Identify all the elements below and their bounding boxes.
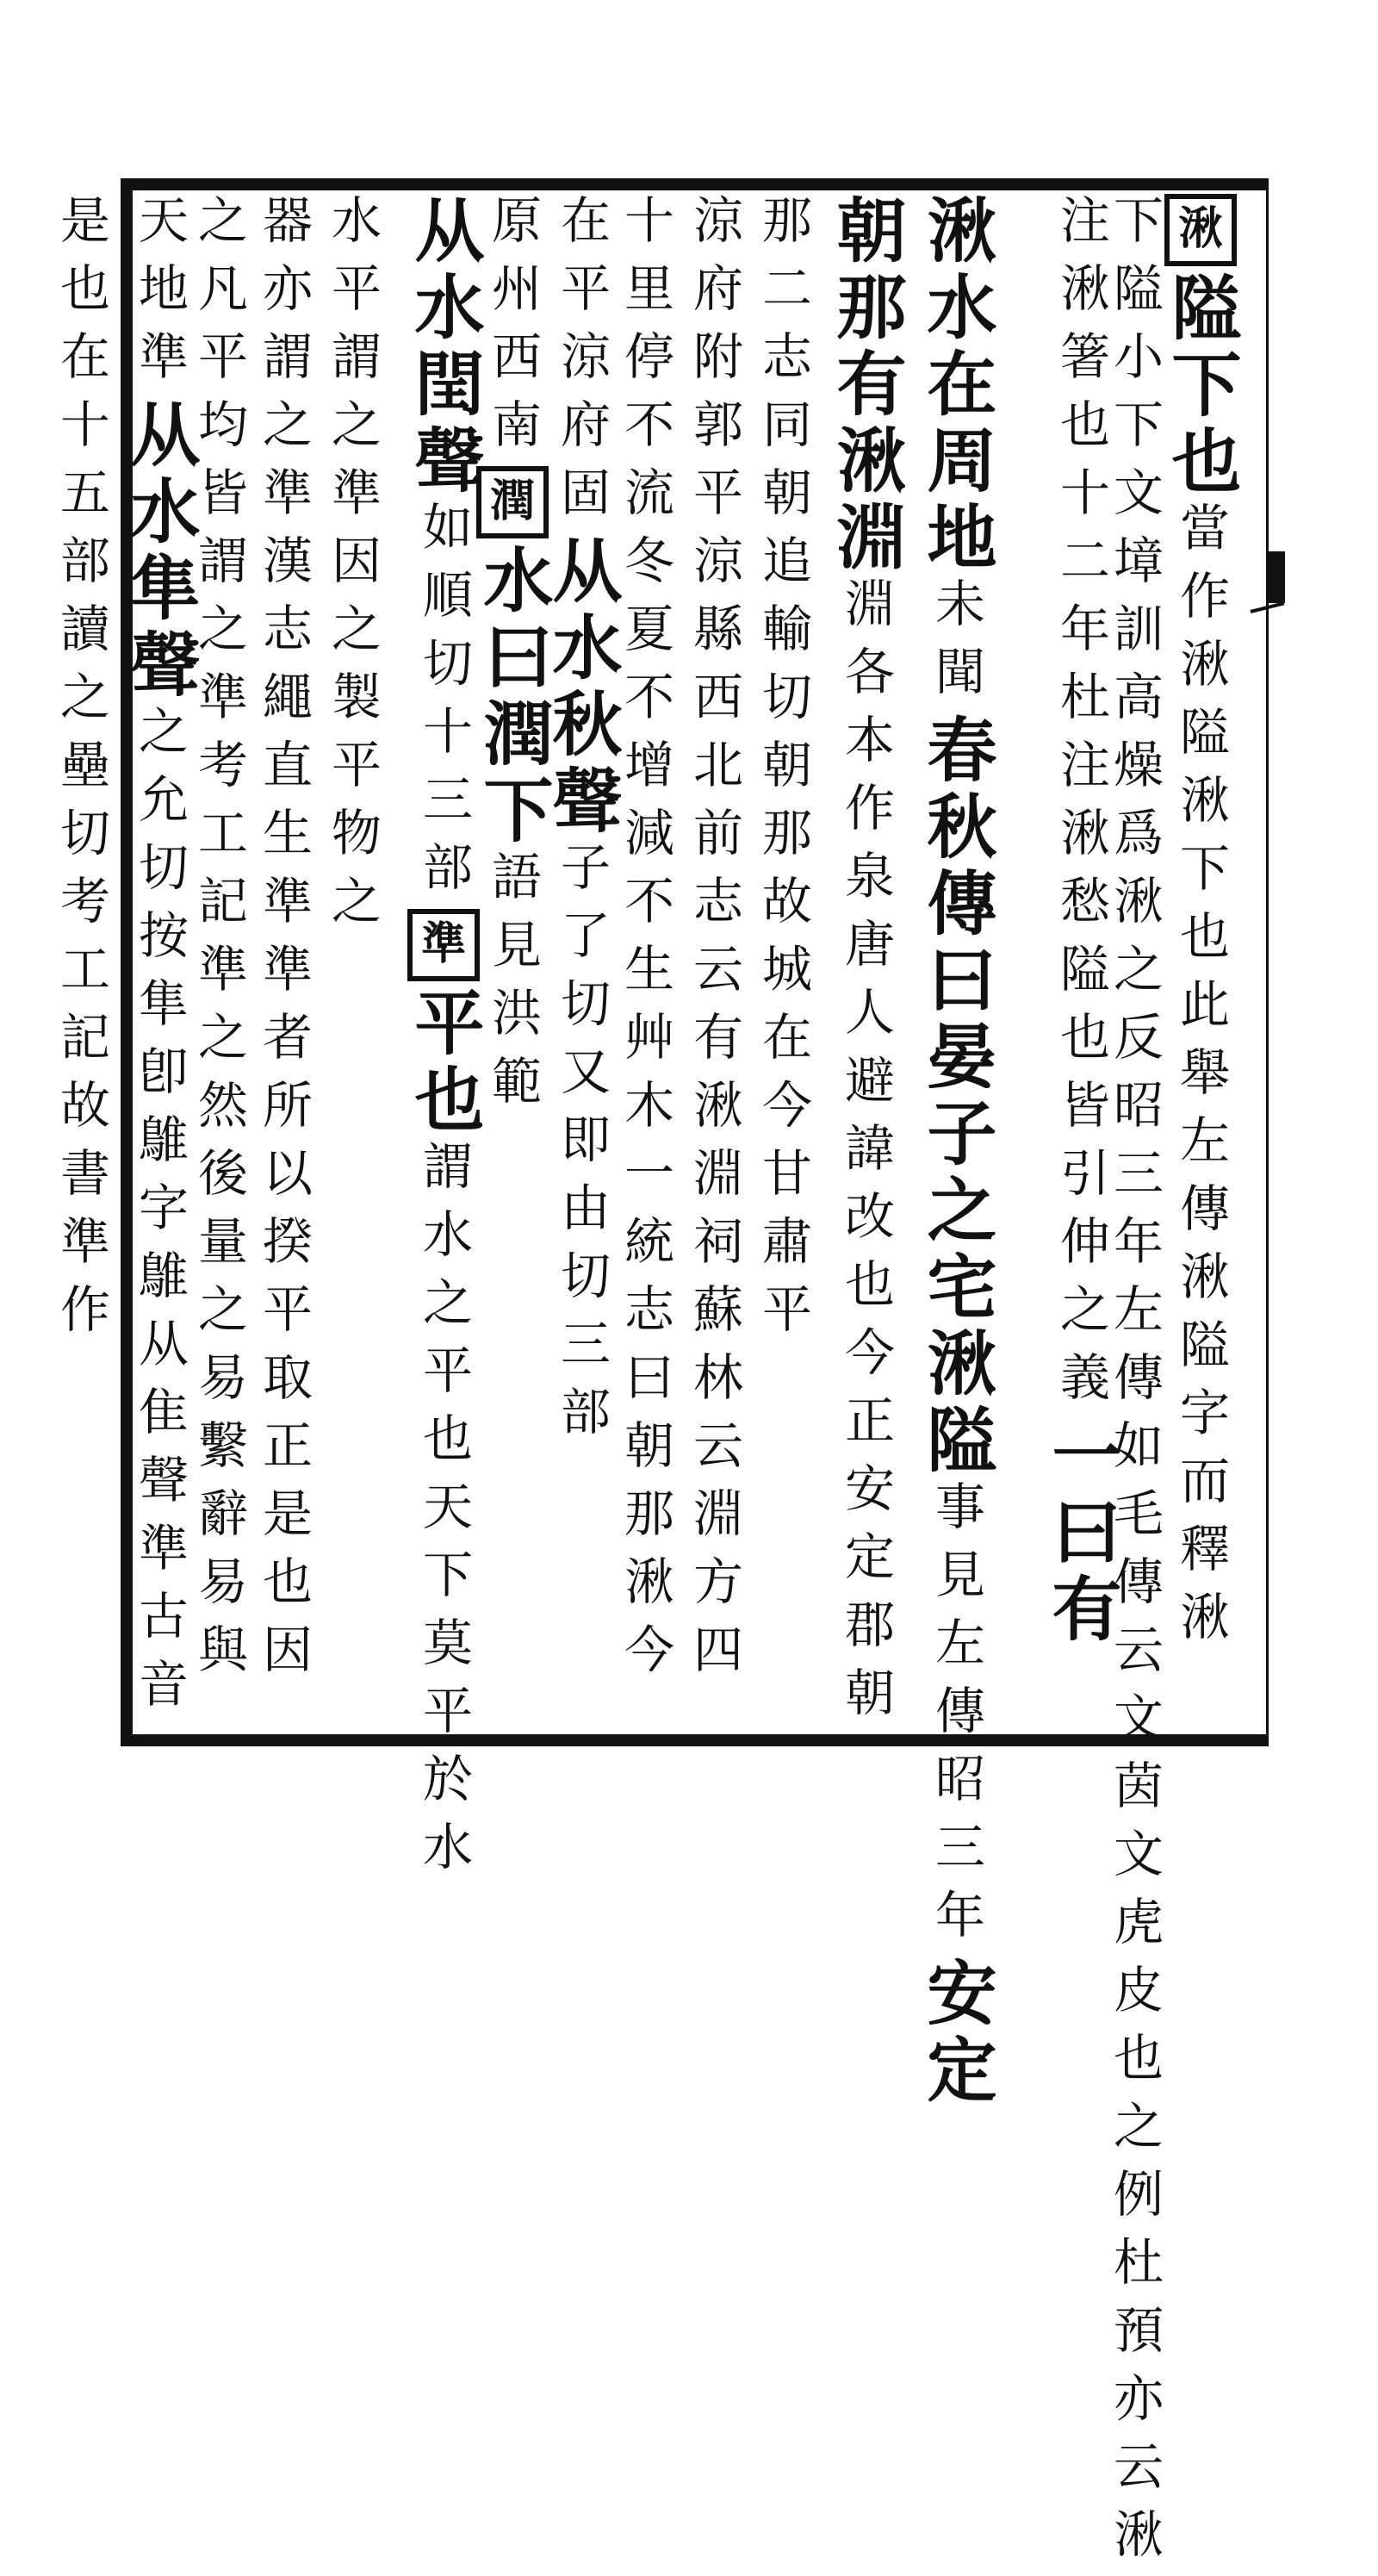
main-text-segment: 从水隼聲 — [119, 398, 201, 705]
commentary-text-segment: 子了切又即由切三部 — [552, 841, 611, 1453]
commentary-text-segment: 原州西南 — [483, 194, 542, 466]
commentary-text-segment: 是也 — [52, 194, 110, 330]
main-text-segment: 从水秋聲 — [541, 534, 623, 841]
main-text-segment: 平也 — [403, 986, 485, 1140]
commentary-text-segment: 天地準 — [130, 194, 189, 398]
main-text-segment: 隘下也 — [1160, 271, 1242, 501]
text-column-11 — [394, 194, 493, 1888]
main-text-segment: 从水閏聲 — [403, 194, 485, 501]
commentary-text-segment: 事見左傳昭三年 — [927, 1480, 985, 1957]
commentary-text-segment: 之允切按隼卽鵻字鵻从隹聲準古音 — [130, 705, 189, 1726]
commentary-text-segment: 如毛傳云文茵文虎皮也之例杜預亦云湫 — [1105, 1419, 1164, 2576]
commentary-text-segment: 未聞 — [927, 577, 985, 713]
commentary-text-segment: 在十五部讀之壘切考工記故書準作 — [52, 330, 110, 1351]
text-column-1 — [1160, 194, 1242, 1736]
text-column-12 — [316, 194, 388, 1736]
seal-character-heading: 湫 — [1164, 194, 1237, 266]
text-column-5 — [816, 194, 916, 1736]
text-column-3 — [1031, 194, 1131, 1736]
commentary-text-segment: 如順切十三部 — [414, 501, 473, 909]
commentary-text-segment: 涼府附郭平涼縣西北前志云有湫淵祠蘇林云淵方四 — [685, 194, 743, 1691]
commentary-text-segment: 淵各本作泉唐人避諱改也今正安定郡朝 — [836, 577, 895, 1734]
main-text-segment: 春秋傳曰晏子之宅湫隘 — [916, 713, 997, 1480]
main-text-segment: 朝那有湫淵 — [825, 194, 907, 577]
commentary-text-segment: 那二志同朝追輸切朝那故城在今甘肅平 — [754, 194, 812, 1351]
commentary-text-segment: 十里停不流冬夏不增減不生艸木一統志曰朝那湫今 — [616, 194, 674, 1691]
text-column-13 — [247, 194, 320, 1736]
page-edge-marker — [1266, 551, 1285, 603]
seal-character-heading: 潤 — [476, 466, 549, 538]
commentary-text-segment: 之凡平均皆謂之準考工記準之然後量之易繫辭易與 — [189, 194, 248, 1691]
commentary-text-segment: 當作湫隘湫下也此舉左傳湫隘字而釋湫 — [1171, 501, 1230, 1658]
text-column-7 — [678, 194, 750, 1736]
main-text-segment: 安定 — [916, 1957, 997, 2110]
text-column-6 — [747, 194, 819, 1736]
commentary-text-segment: 注湫箸也十二年杜注湫愁隘也皆引伸之義 — [1052, 194, 1110, 1419]
main-text-segment: 水曰潤下 — [472, 544, 554, 850]
text-column-16 — [45, 194, 117, 1736]
commentary-text-segment: 下隘小下文墇訓高燥爲湫之反昭三年左傳 — [1105, 194, 1164, 1419]
commentary-text-segment: 語見洪範 — [483, 850, 542, 1123]
commentary-text-segment: 器亦謂之準漢志繩直生準準者所以揆平取正是也因 — [254, 194, 313, 1691]
commentary-text-segment: 水平謂之準因之製平物之 — [323, 194, 382, 943]
commentary-text-segment: 在平涼府固 — [552, 194, 611, 534]
main-text-segment: 一曰有 — [1040, 1419, 1122, 1649]
commentary-text-segment: 謂水之平也天下莫平於水 — [414, 1140, 473, 1888]
text-column-15 — [109, 194, 209, 1736]
main-text-segment: 湫水在周地 — [916, 194, 997, 577]
text-column-4 — [906, 194, 1006, 2110]
seal-character-heading: 準 — [407, 909, 480, 981]
